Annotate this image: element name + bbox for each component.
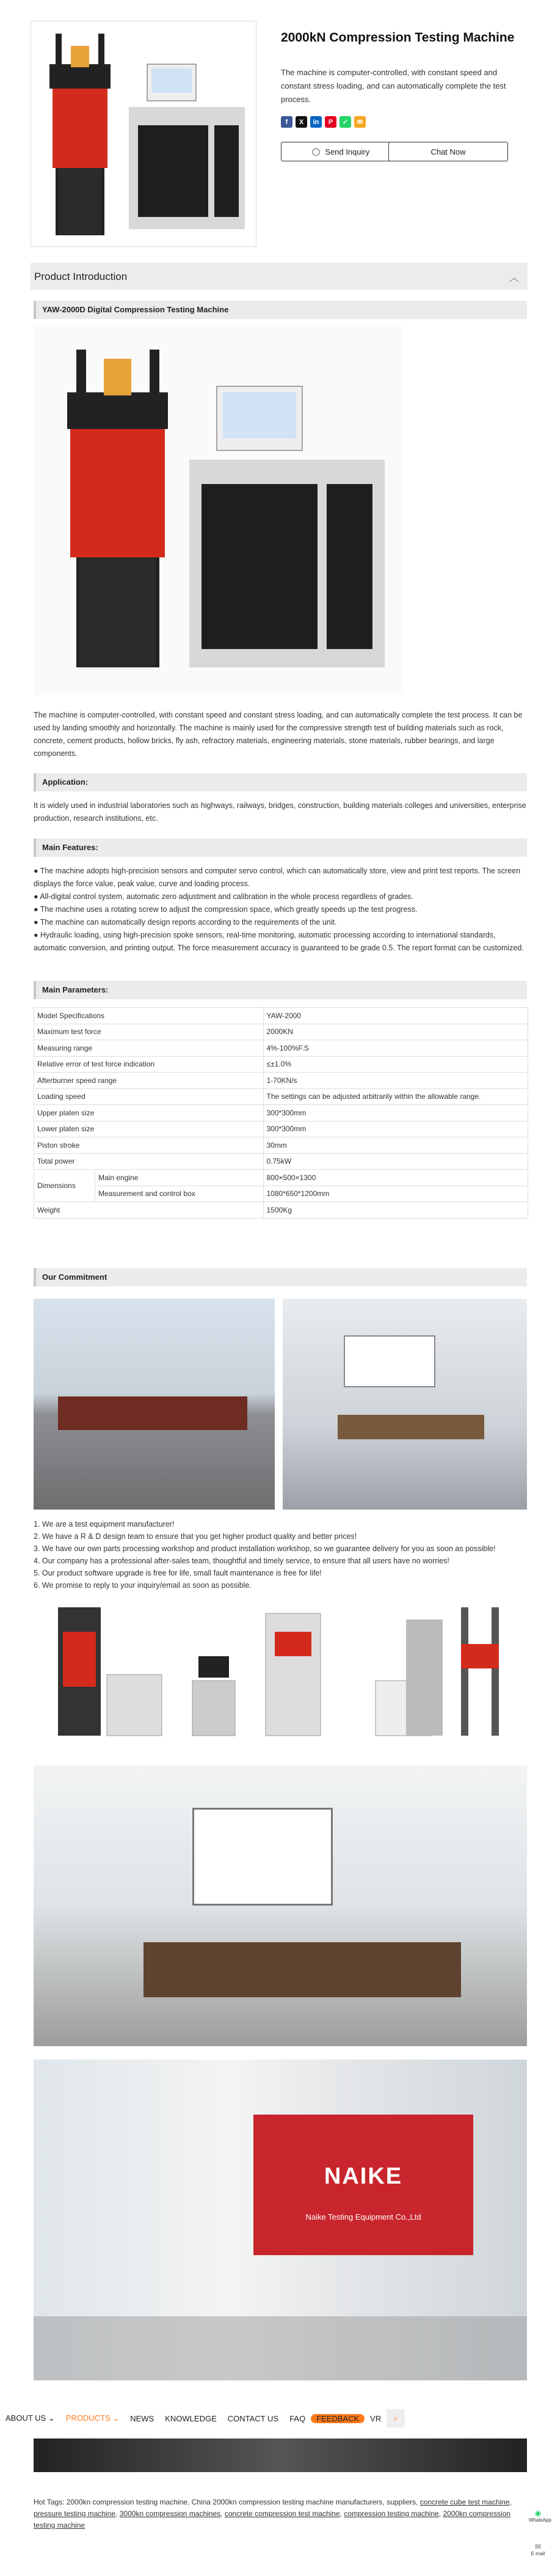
company-sign-text: Naike Testing Equipment Co.,Ltd [305, 2212, 421, 2222]
hot-tag-link[interactable]: 3000kn compression machines [119, 2509, 221, 2518]
commitment-item: 5. Our product software upgrade is free for life, small fault maintenance is free for life! [34, 1569, 322, 1577]
nav-news[interactable]: NEWS [130, 2413, 154, 2423]
machine-illustration [31, 21, 256, 246]
chevron-down-icon: ⌄ [112, 2413, 120, 2423]
table-row [34, 1121, 528, 1137]
meeting-room-photo [283, 1299, 527, 1510]
param-name: Maximum test force [34, 1024, 264, 1040]
param-value: 1-70KN/s [263, 1073, 528, 1089]
chat-bubble-icon: ◯ [311, 147, 321, 156]
param-name: Measurement and control box [95, 1186, 264, 1202]
table-row [34, 1105, 528, 1121]
product-lineup-illustration [34, 1595, 527, 1751]
hot-tag-link[interactable]: concrete cube test machine [419, 2498, 510, 2506]
param-name: Measuring range [34, 1040, 264, 1057]
facebook-icon[interactable]: f [281, 116, 292, 128]
commitment-heading: Our Commitment [42, 1272, 107, 1282]
table-row [34, 1008, 528, 1024]
email-widget[interactable] [529, 2542, 547, 2556]
param-value: 4%-100%F.S [263, 1040, 528, 1057]
parameters-heading-bar [34, 981, 527, 999]
hot-tag-link[interactable]: compression testing machine [344, 2509, 439, 2518]
pinterest-icon[interactable]: P [325, 116, 336, 128]
section-title: Product Introduction [34, 271, 128, 282]
hot-tags: Hot Tags: 2000kn compression testing machine, China 2000kn compression testing machine manufacturers, suppliers, concrete cube test machine, pressure testing machine, 3000kn compression machines, concrete compression test machine, compression testing machine, 2000kn compression testing machine [34, 2498, 512, 2530]
param-value: YAW-2000 [263, 1008, 528, 1024]
param-name: Model Specifications [34, 1008, 264, 1024]
send-inquiry-label: Send Inquiry [325, 147, 370, 156]
param-value: 1080*650*1200mm [263, 1186, 528, 1202]
hot-tag-link[interactable]: 2000kn compression testing machine [34, 2509, 511, 2530]
application-heading-bar [34, 773, 527, 791]
commitment-item: 6. We promise to reply to your inquiry/email as soon as possible. [34, 1581, 252, 1590]
email-icon: ✉ [534, 2542, 542, 2551]
nav-about-us[interactable] [0, 2413, 60, 2423]
factory-truck-photo [34, 1299, 275, 1510]
hot-tags-prefix: Hot Tags: 2000kn compression testing machine, China 2000kn compression testing machine manufacturers, suppliers, [34, 2498, 420, 2506]
conference-table [143, 1942, 461, 1997]
table-row [34, 1153, 528, 1170]
param-value: ≤±1.0% [263, 1056, 528, 1073]
commitment-heading-bar [34, 1268, 527, 1286]
meeting-table [338, 1415, 484, 1439]
model-heading: YAW-2000D Digital Compression Testing Machine [42, 305, 229, 314]
parameters-table [34, 1007, 528, 1219]
feature-item: ● The machine adopts high-precision sensors and computer servo control, which can automatically store, view and print test reports. The screen displays the force value, peak value, curve and loading process. [34, 867, 521, 888]
company-sign-wall [253, 2115, 473, 2255]
product-image[interactable] [31, 21, 256, 247]
x-icon[interactable]: X [296, 116, 307, 128]
feature-item: ● The machine can automatically design reports according to the requirements of the unit. [34, 918, 337, 927]
commitment-item: 4. Our company has a professional after-sales team, thoughtful and timely service, to ensure that all users have no worries! [34, 1557, 449, 1565]
param-value: 800×500×1300 [263, 1170, 528, 1186]
presentation-screen [192, 1808, 333, 1906]
office-meeting-photo [34, 1765, 527, 2046]
application-heading: Application: [42, 777, 89, 787]
chat-now-label: Chat Now [430, 147, 466, 156]
chevron-down-icon: ⌄ [48, 2413, 55, 2423]
model-heading-bar [34, 301, 527, 319]
truck-shape [58, 1396, 247, 1430]
whatsapp-share-icon[interactable]: ✓ [340, 116, 351, 128]
commitment-list [34, 1518, 528, 1591]
nav-knowledge[interactable]: KNOWLEDGE [165, 2413, 217, 2423]
param-value: 300*300mm [263, 1105, 528, 1121]
feedback-button[interactable]: FEEDBACK [311, 2414, 365, 2423]
feature-item: ● All-digital control system, automatic zero adjustment and calibration in the whole process regardless of grades. [34, 892, 413, 901]
intro-paragraph: The machine is computer-controlled, with constant speed and constant stress loading, and can automatically complete the test process. It can be used by landing smoothly and horizontally. The machine is mainly used for the compressive strength test of building materials such as rock, concrete, cement products, hollow bricks, fly ash, refractory materials, engineering materials, stone materials, rubber bearings, and large components. [34, 711, 523, 758]
param-value: 300*300mm [263, 1121, 528, 1137]
product-title: 2000kN Compression Testing Machine [281, 31, 515, 45]
share-bar [281, 116, 366, 128]
chevron-up-icon[interactable]: ︿ [509, 273, 519, 284]
dimensions-label: Dimensions [34, 1170, 95, 1202]
company-logo-text: NAIKE [324, 2163, 403, 2189]
product-introduction-bar[interactable] [31, 263, 528, 290]
send-inquiry-button[interactable] [281, 142, 401, 161]
param-value: 30mm [263, 1137, 528, 1154]
commitment-item: 3. We have our own parts processing workshop and product installation workshop, so we guarantee delivery for you as soon as possible! [34, 1544, 496, 1553]
search-icon[interactable]: ⌕ [387, 2409, 405, 2427]
table-row [34, 1073, 528, 1089]
projector-screen [344, 1335, 435, 1387]
table-row [34, 1186, 528, 1202]
param-name: Upper platen size [34, 1105, 264, 1121]
table-row [34, 1137, 528, 1154]
footer-photo-strip [34, 2438, 527, 2472]
param-value: The settings can be adjusted arbitrarily within the allowable range. [263, 1088, 528, 1105]
table-row [34, 1170, 528, 1186]
floor [34, 2316, 527, 2380]
param-name: Total power [34, 1153, 264, 1170]
param-value: 0.75kW [263, 1153, 528, 1170]
email-share-icon[interactable]: ✉ [354, 116, 366, 128]
chat-now-button[interactable] [388, 142, 508, 161]
whatsapp-widget[interactable] [529, 2509, 551, 2523]
param-name: Relative error of test force indication [34, 1056, 264, 1073]
machine-illustration-large [34, 325, 403, 695]
commitment-item: 2. We have a R & D design team to ensure that you get higher product quality and better prices! [34, 1532, 357, 1541]
parameters-heading: Main Parameters: [42, 985, 109, 994]
machine-photo [34, 325, 403, 695]
linkedin-icon[interactable]: in [310, 116, 322, 128]
product-description: The machine is computer-controlled, with constant speed and constant stress loading, and can automatically complete the test process. [281, 68, 506, 104]
whatsapp-label: WhatsApp [529, 2517, 551, 2523]
param-value: 1500Kg [263, 1202, 528, 1219]
nav-label: ABOUT US [5, 2413, 46, 2423]
email-label: E-mail [531, 2551, 545, 2556]
param-name: Weight [34, 1202, 264, 1219]
features-heading: Main Features: [42, 843, 98, 852]
hot-tag-link[interactable]: pressure testing machine [34, 2509, 116, 2518]
param-name: Piston stroke [34, 1137, 264, 1154]
feature-item: ● The machine uses a rotating screw to adjust the compression space, which greatly speeds up the test progress. [34, 905, 418, 914]
application-text: It is widely used in industrial laboratories such as highways, railways, bridges, construction, building materials colleges and universities, enterprise production, research institutions, etc. [34, 801, 526, 823]
whatsapp-icon: ◉ [534, 2509, 542, 2517]
product-lineup-image [34, 1595, 527, 1751]
table-row [34, 1088, 528, 1105]
nav-vr[interactable]: VR [370, 2413, 382, 2423]
table-row [34, 1040, 528, 1057]
nav-faq[interactable]: FAQ [289, 2413, 306, 2423]
commitment-item: 1. We are a test equipment manufacturer! [34, 1520, 175, 1528]
table-row [34, 1056, 528, 1073]
features-list [34, 865, 528, 955]
nav-products[interactable] [60, 2413, 125, 2423]
feature-item: ● Hydraulic loading, using high-precision spoke sensors, real-time monitoring, automatic processing according to international standards, automatic conversion, and printing output. The force measurement accuracy is guaranteed to be grade 0.5. The report format can be customized. [34, 931, 524, 952]
param-name: Afterburner speed range [34, 1073, 264, 1089]
param-name: Loading speed [34, 1088, 264, 1105]
param-name: Lower platen size [34, 1121, 264, 1137]
table-row [34, 1202, 528, 1219]
param-name: Main engine [95, 1170, 264, 1186]
nav-label: PRODUCTS [65, 2413, 111, 2423]
hot-tag-link[interactable]: concrete compression test machine [224, 2509, 340, 2518]
table-row [34, 1024, 528, 1040]
features-heading-bar [34, 838, 527, 857]
param-value: 2000KN [263, 1024, 528, 1040]
company-hallway-photo [34, 2060, 527, 2380]
bottom-nav [0, 2402, 552, 2435]
nav-contact-us[interactable]: CONTACT US [227, 2413, 279, 2423]
